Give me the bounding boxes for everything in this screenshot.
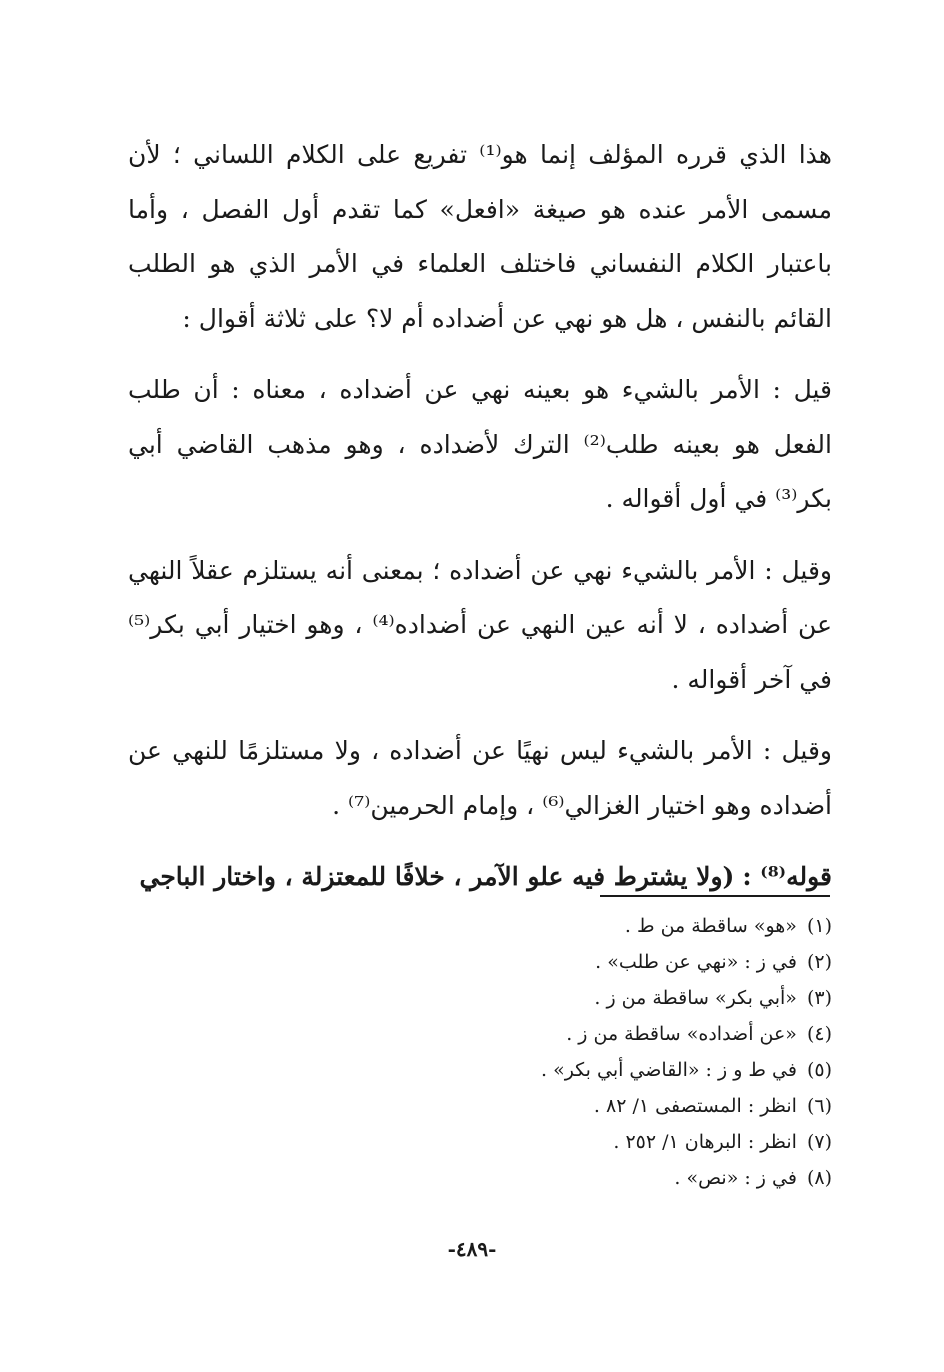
footnote-number: (٨) [806, 1167, 832, 1189]
footnote-item [300, 980, 832, 1016]
footnote-text: «هو» ساقطة من ط . [624, 915, 797, 937]
footnote-item [300, 1016, 832, 1052]
paragraph-5-lead: قوله⁽⁸⁾ : [742, 862, 832, 891]
footnote-number: (٧) [806, 1131, 832, 1153]
footnote-number: (٤) [806, 1023, 832, 1045]
footnote-item [300, 1052, 832, 1088]
footnote-item [300, 944, 832, 980]
footnote-text: «عن أضداده» ساقطة من ز . [566, 1023, 797, 1045]
footnote-item [300, 1124, 832, 1160]
footnotes-list [300, 908, 832, 1196]
footnote-text: انظر : المستصفى ١/ ٨٢ . [593, 1095, 797, 1117]
paragraph-5-quote: (ولا يشترط فيه علو الآمر ، خلافًا للمعتزلة ، واختار الباجي [139, 862, 735, 891]
footnote-item [300, 1160, 832, 1196]
footnote-number: (٣) [806, 987, 832, 1009]
paragraph-4: وقيل : الأمر بالشيء ليس نهيًا عن أضداده ، ولا مستلزمًا للنهي عن أضداده وهو اختيار الغزالي⁽⁶⁾ ، وإمام الحرمين⁽⁷⁾ . [128, 736, 832, 820]
paragraph-2: قيل : الأمر بالشيء هو بعينه نهي عن أضداده ، معناه : أن طلب الفعل هو بعينه طلب⁽²⁾ الترك لأضداده ، وهو مذهب القاضي أبي بكر⁽³⁾ في أول أقواله . [128, 375, 832, 513]
footnote-item [300, 908, 832, 944]
footnote-separator [600, 895, 830, 897]
footnote-number: (٢) [806, 951, 832, 973]
paragraph-3: وقيل : الأمر بالشيء نهي عن أضداده ؛ بمعنى أنه يستلزم عقلاً النهي عن أضداده ، لا أنه عين النهي عن أضداده⁽⁴⁾ ، وهو اختيار أبي بكر⁽⁵⁾ في آخر أقواله . [128, 555, 832, 694]
footnote-number: (١) [806, 915, 832, 937]
page-number: -٤٨٩- [447, 1237, 497, 1261]
footnote-number: (٦) [806, 1095, 832, 1117]
main-text [128, 128, 832, 922]
footnote-text: في ز : «نهي عن طلب» . [595, 951, 797, 973]
paragraph-1: هذا الذي قرره المؤلف إنما هو⁽¹⁾ تفريع على الكلام اللساني ؛ لأن مسمى الأمر عنده هو صيغة «افعل» كما تقدم أول الفصل ، وأما باعتبار الكلام النفساني فاختلف العلماء في الأمر الذي هو الطلب القائم بالنفس ، هل هو نهي عن أضداده أم لا؟ على ثلاثة أقوال : [128, 140, 832, 333]
footnote-text: انظر : البرهان ١/ ٢٥٢ . [613, 1131, 797, 1153]
footnote-text: في ز : «نص» . [674, 1167, 797, 1189]
footnote-text: «أبي بكر» ساقطة من ز . [594, 987, 797, 1009]
footnote-item [300, 1088, 832, 1124]
footnote-number: (٥) [806, 1059, 832, 1081]
footnote-text: في ط و ز : «القاضي أبي بكر» . [540, 1059, 797, 1081]
